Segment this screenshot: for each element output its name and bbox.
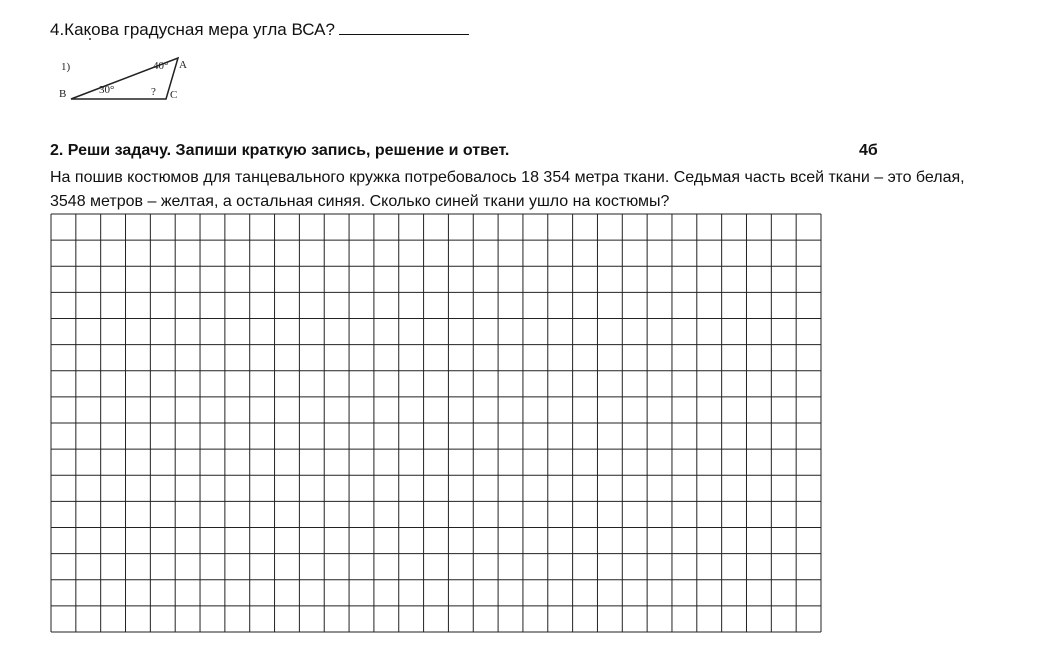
answer-blank[interactable] (339, 19, 469, 35)
triangle-figure (40, 38, 200, 108)
angle-a-label: 40° (153, 60, 169, 72)
triangle-shape (71, 58, 178, 99)
angle-c-label: ? (151, 86, 156, 98)
figure-label: 1) (61, 61, 71, 73)
question-4-text: 4.Какова градусная мера угла ВСА? (50, 20, 335, 39)
vertex-a-label: A (179, 59, 187, 71)
task-2-points: 4б (859, 142, 878, 159)
vertex-c-label: C (170, 89, 178, 101)
answer-grid[interactable] (50, 213, 822, 633)
task-2-title: 2. Реши задачу. Запиши краткую запись, решение и ответ. (50, 142, 510, 159)
task-2-text: На пошив костюмов для танцевального кружка потребовалось 18 354 метра ткани. Седьмая часть всей ткани – это белая, 3548 метров – желтая, а остальная синяя. Сколько синей ткани ушло на костюмы? (50, 169, 965, 210)
angle-b-label: 30° (99, 84, 115, 96)
vertex-b-label: B (59, 88, 67, 100)
question-4 (50, 19, 469, 40)
